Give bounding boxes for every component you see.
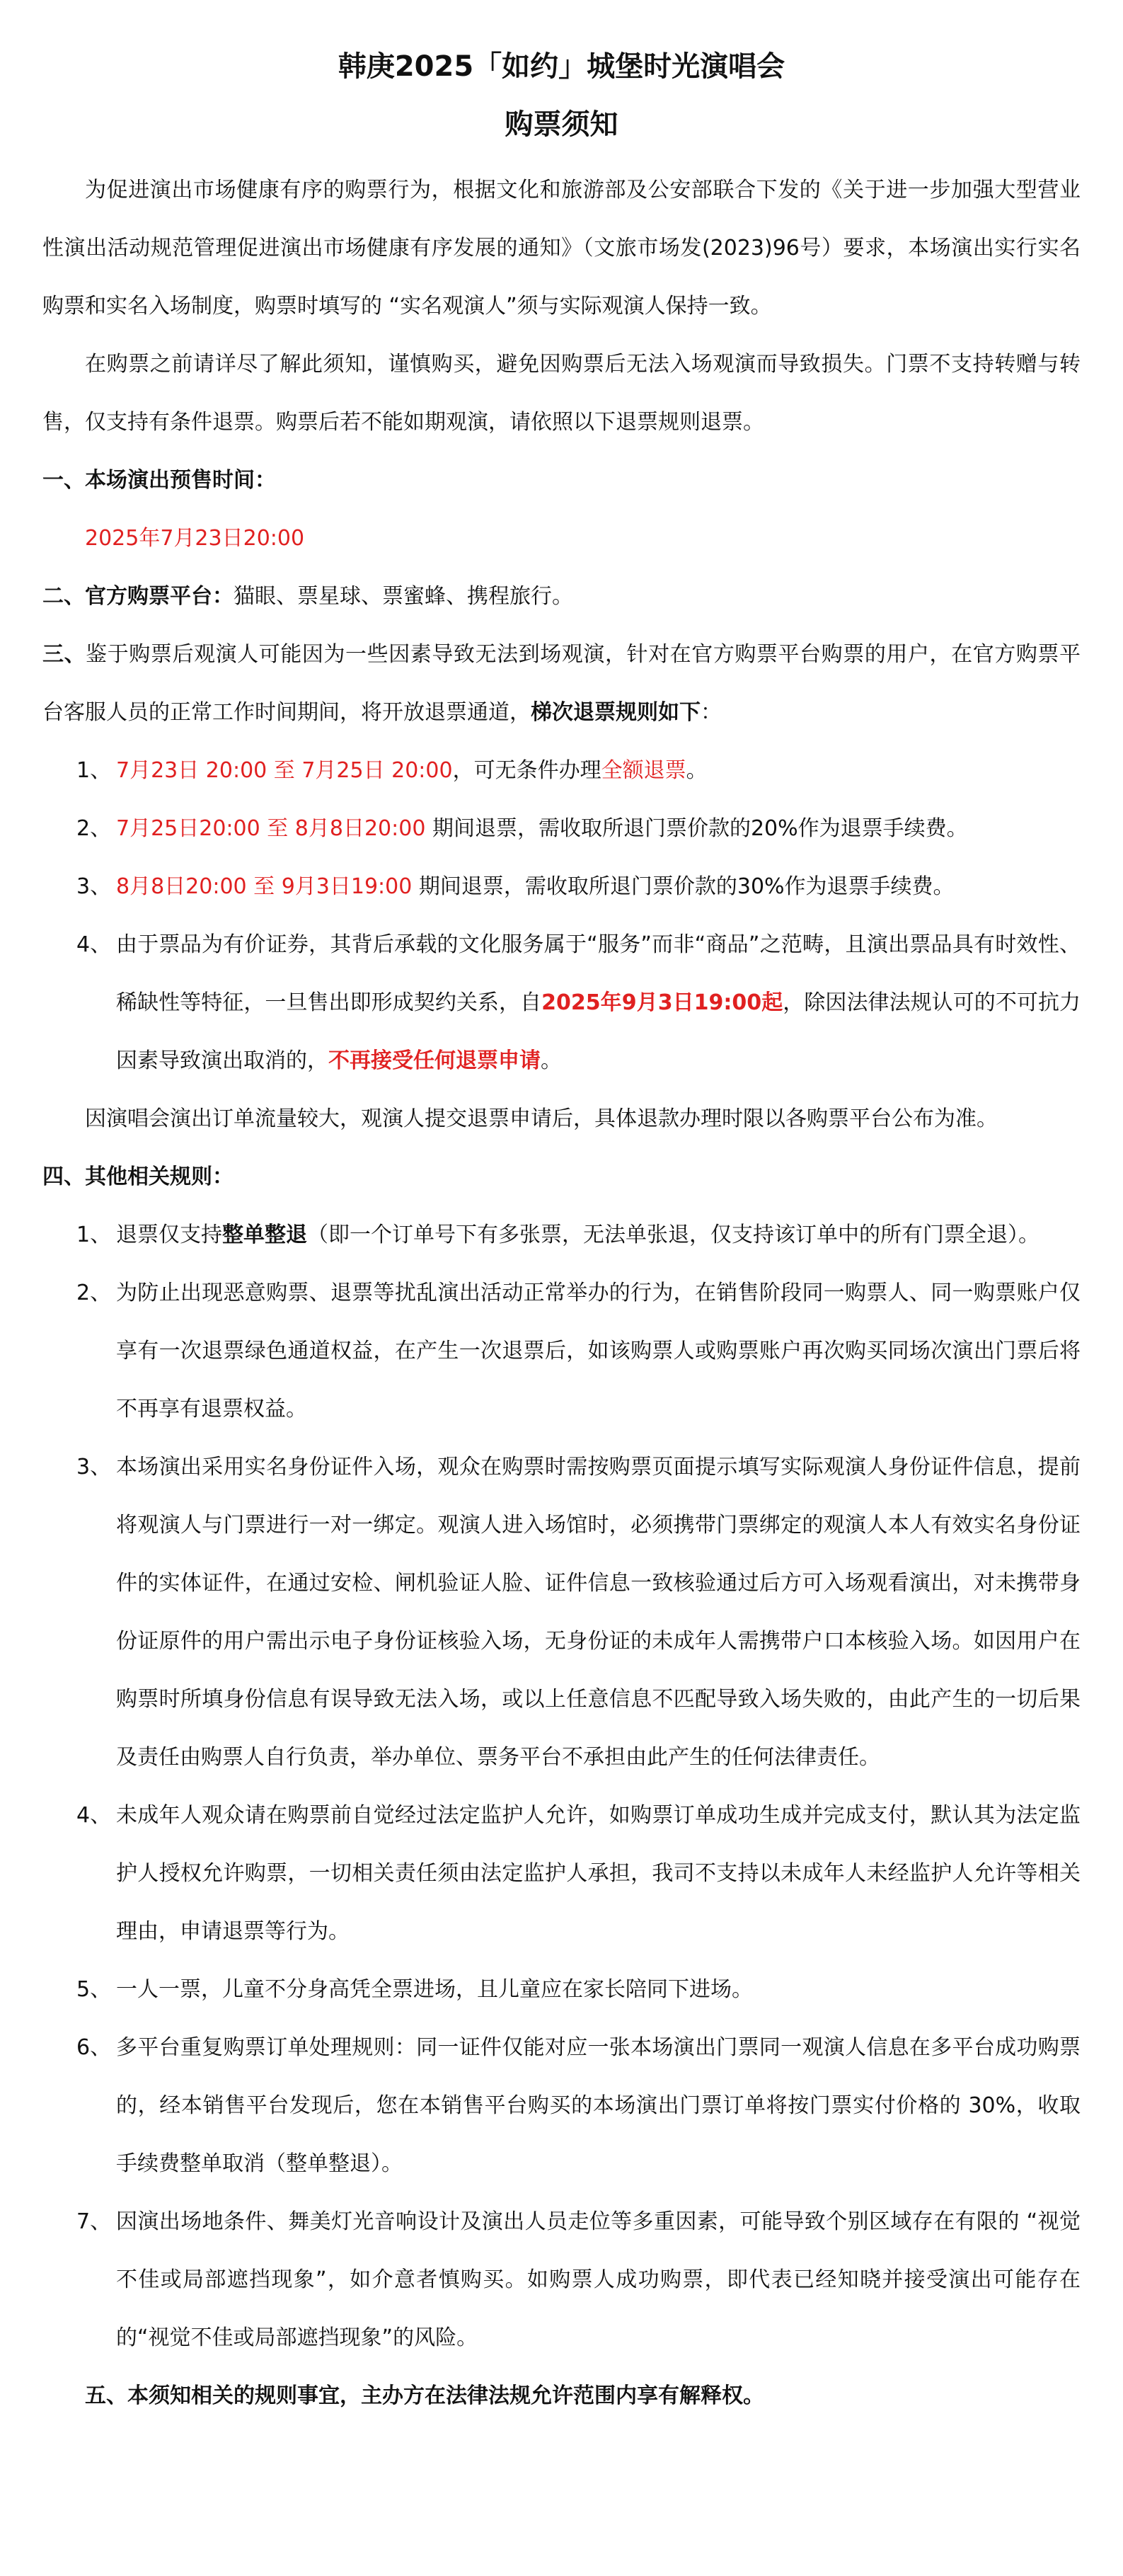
refund-rule-text: ，可无条件办理	[452, 758, 601, 783]
refund-intro	[42, 626, 1081, 742]
presale-date: 2025年7月23日20:00	[85, 526, 305, 551]
other-rule-1: 1、 退票仅支持整单整退（即一个订单号下有多张票，无法单张退，仅支持该订单中的所有门票全退）。	[42, 1206, 1081, 1264]
rule-text: 为防止出现恶意购票、退票等扰乱演出活动正常举办的行为，在销售阶段同一购票人、同一购票账户仅享有一次退票绿色通道权益，在产生一次退票后，如该购票人或购票账户再次购买同场次演出门票后将不再享有退票权益。	[116, 1281, 1081, 1421]
other-rules-heading: 四、其他相关规则：	[42, 1164, 234, 1189]
platform-label: 二、官方购票平台：	[42, 584, 234, 609]
list-number: 3、	[76, 874, 112, 899]
other-rule-7	[42, 2193, 1081, 2367]
refund-intro-text: 鉴于购票后观演人可能因为一些因素导致无法到场观演，针对在官方购票平台购票的用户，在官方购票平台客服人员的正常工作时间期间，将开放退票通道，	[42, 642, 1081, 725]
list-number: 1、	[76, 758, 112, 783]
list-number: 4、	[76, 1803, 112, 1828]
no-refund-notice: 不再接受任何退票申请	[328, 1048, 541, 1073]
rule-text: 因演出场地条件、舞美灯光音响设计及演出人员走位等多重因素，可能导致个别区域存在有限的 “视觉不佳或局部遮挡现象”，如介意者慎购买。如购票人成功购票，即代表已经知晓并接受演出可能存在的“视觉不佳或局部遮挡现象”的风险。	[116, 2209, 1081, 2350]
full-refund-label: 全额退票	[601, 758, 686, 783]
platform-line	[42, 568, 1081, 626]
rule-text: 本场演出采用实名身份证件入场，观众在购票时需按购票页面提示填写实际观演人身份证件信息，提前将观演人与门票进行一对一绑定。观演人进入场馆时，必须携带门票绑定的观演人本人有效实名身份证件的实体证件，在通过安检、闸机验证人脸、证件信息一致核验通过后方可入场观看演出，对未携带身份证原件的用户需出示电子身份证核验入场，无身份证的未成年人需携带户口本核验入场。如因用户在购票时所填身份信息有误导致无法入场，或以上任意信息不匹配导致入场失败的，由此产生的一切后果及责任由购票人自行负责，举办单位、票务平台不承担由此产生的任何法律责任。	[116, 1455, 1081, 1770]
other-rule-6	[42, 2019, 1081, 2193]
refund-processing-note: 因演唱会演出订单流量较大，观演人提交退票申请后，具体退款办理时限以各购票平台公布为准。	[85, 1106, 998, 1131]
refund-rules-title: 梯次退票规则如下	[531, 700, 701, 725]
list-number: 4、	[76, 932, 112, 957]
presale-heading: 一、本场演出预售时间：	[42, 468, 276, 493]
refund-colon: ：	[701, 700, 722, 725]
list-number: 2、	[76, 816, 112, 841]
list-number: 6、	[76, 2035, 112, 2060]
page-subtitle: 购票须知	[505, 108, 618, 141]
list-number: 1、	[76, 1223, 112, 1247]
rule-text: 多平台重复购票订单处理规则：同一证件仅能对应一张本场演出门票同一观演人信息在多平台成功购票的，经本销售平台发现后，您在本销售平台购买的本场演出门票订单将按门票实付价格的 30%，收取手续费整单取消（整单整退）。	[116, 2035, 1081, 2176]
refund-rule-4: 4、 由于票品为有价证券，其背后承载的文化服务属于“服务”而非“商品”之范畴，且演出票品具有时效性、稀缺性等特征，一旦售出即形成契约关系，自2025年9月3日19:00起，除因法律法规认可的不可抗力因素导致演出取消的，不再接受任何退票申请。	[42, 916, 1081, 1090]
refund-cutoff-date: 2025年9月3日19:00起	[541, 990, 783, 1015]
interpretation-clause: 五、本须知相关的规则事宜，主办方在法律法规允许范围内享有解释权。	[85, 2383, 764, 2408]
intro-paragraph-1: 为促进演出市场健康有序的购票行为，根据文化和旅游部及公安部联合下发的《关于进一步加强大型营业性演出活动规范管理促进演出市场健康有序发展的通知》（文旅市场发(2023)96号）要求，本场演出实行实名购票和实名入场制度，购票时填写的 “实名观演人”须与实际观演人保持一致。	[42, 178, 1081, 319]
rule-text: 未成年人观众请在购票前自觉经过法定监护人允许，如购票订单成功生成并完成支付，默认其为法定监护人授权允许购票，一切相关责任须由法定监护人承担，我司不支持以未成年人未经监护人允许等相关理由，申请退票等行为。	[116, 1803, 1081, 1944]
refund-rule-1: 1、 7月23日 20:00 至 7月25日 20:00，可无条件办理全额退票。	[42, 742, 1081, 800]
whole-order-refund: 整单整退	[222, 1223, 307, 1247]
other-rule-5	[42, 1961, 1081, 2019]
refund-rule-2	[42, 800, 1081, 858]
refund-rule-3	[42, 858, 1081, 916]
list-number: 5、	[76, 1977, 112, 2002]
refund-section-label: 三、	[42, 642, 86, 667]
refund-period: 7月25日20:00 至 8月8日20:00	[116, 816, 426, 841]
platform-list: 猫眼、票星球、票蜜蜂、携程旅行。	[234, 584, 573, 609]
list-number: 7、	[76, 2209, 112, 2234]
other-rule-2	[42, 1264, 1081, 1438]
refund-period: 7月23日 20:00 至 7月25日 20:00	[116, 758, 453, 783]
refund-rule-text: 由于票品为有价证券，其背后承载的文化服务属于“服务”而非“商品”之范畴，且演出票品具有时效性、稀缺性等特征，一旦售出即形成契约关系，自	[116, 932, 1081, 1015]
refund-rule-text: 期间退票，需收取所退门票价款的20%作为退票手续费。	[425, 816, 968, 841]
list-number: 3、	[76, 1455, 112, 1479]
page-title: 韩庚2025「如约」城堡时光演唱会	[338, 50, 785, 83]
refund-rule-text: 期间退票，需收取所退门票价款的30%作为退票手续费。	[412, 874, 955, 899]
other-rule-3	[42, 1438, 1081, 1787]
intro-paragraph-2: 在购票之前请详尽了解此须知，谨慎购买，避免因购票后无法入场观演而导致损失。门票不支持转赠与转售，仅支持有条件退票。购票后若不能如期观演，请依照以下退票规则退票。	[42, 352, 1081, 435]
other-rule-4	[42, 1787, 1081, 1961]
list-number: 2、	[76, 1281, 112, 1305]
refund-period: 8月8日20:00 至 9月3日19:00	[116, 874, 413, 899]
rule-text: 一人一票，儿童不分身高凭全票进场，且儿童应在家长陪同下进场。	[116, 1977, 753, 2002]
